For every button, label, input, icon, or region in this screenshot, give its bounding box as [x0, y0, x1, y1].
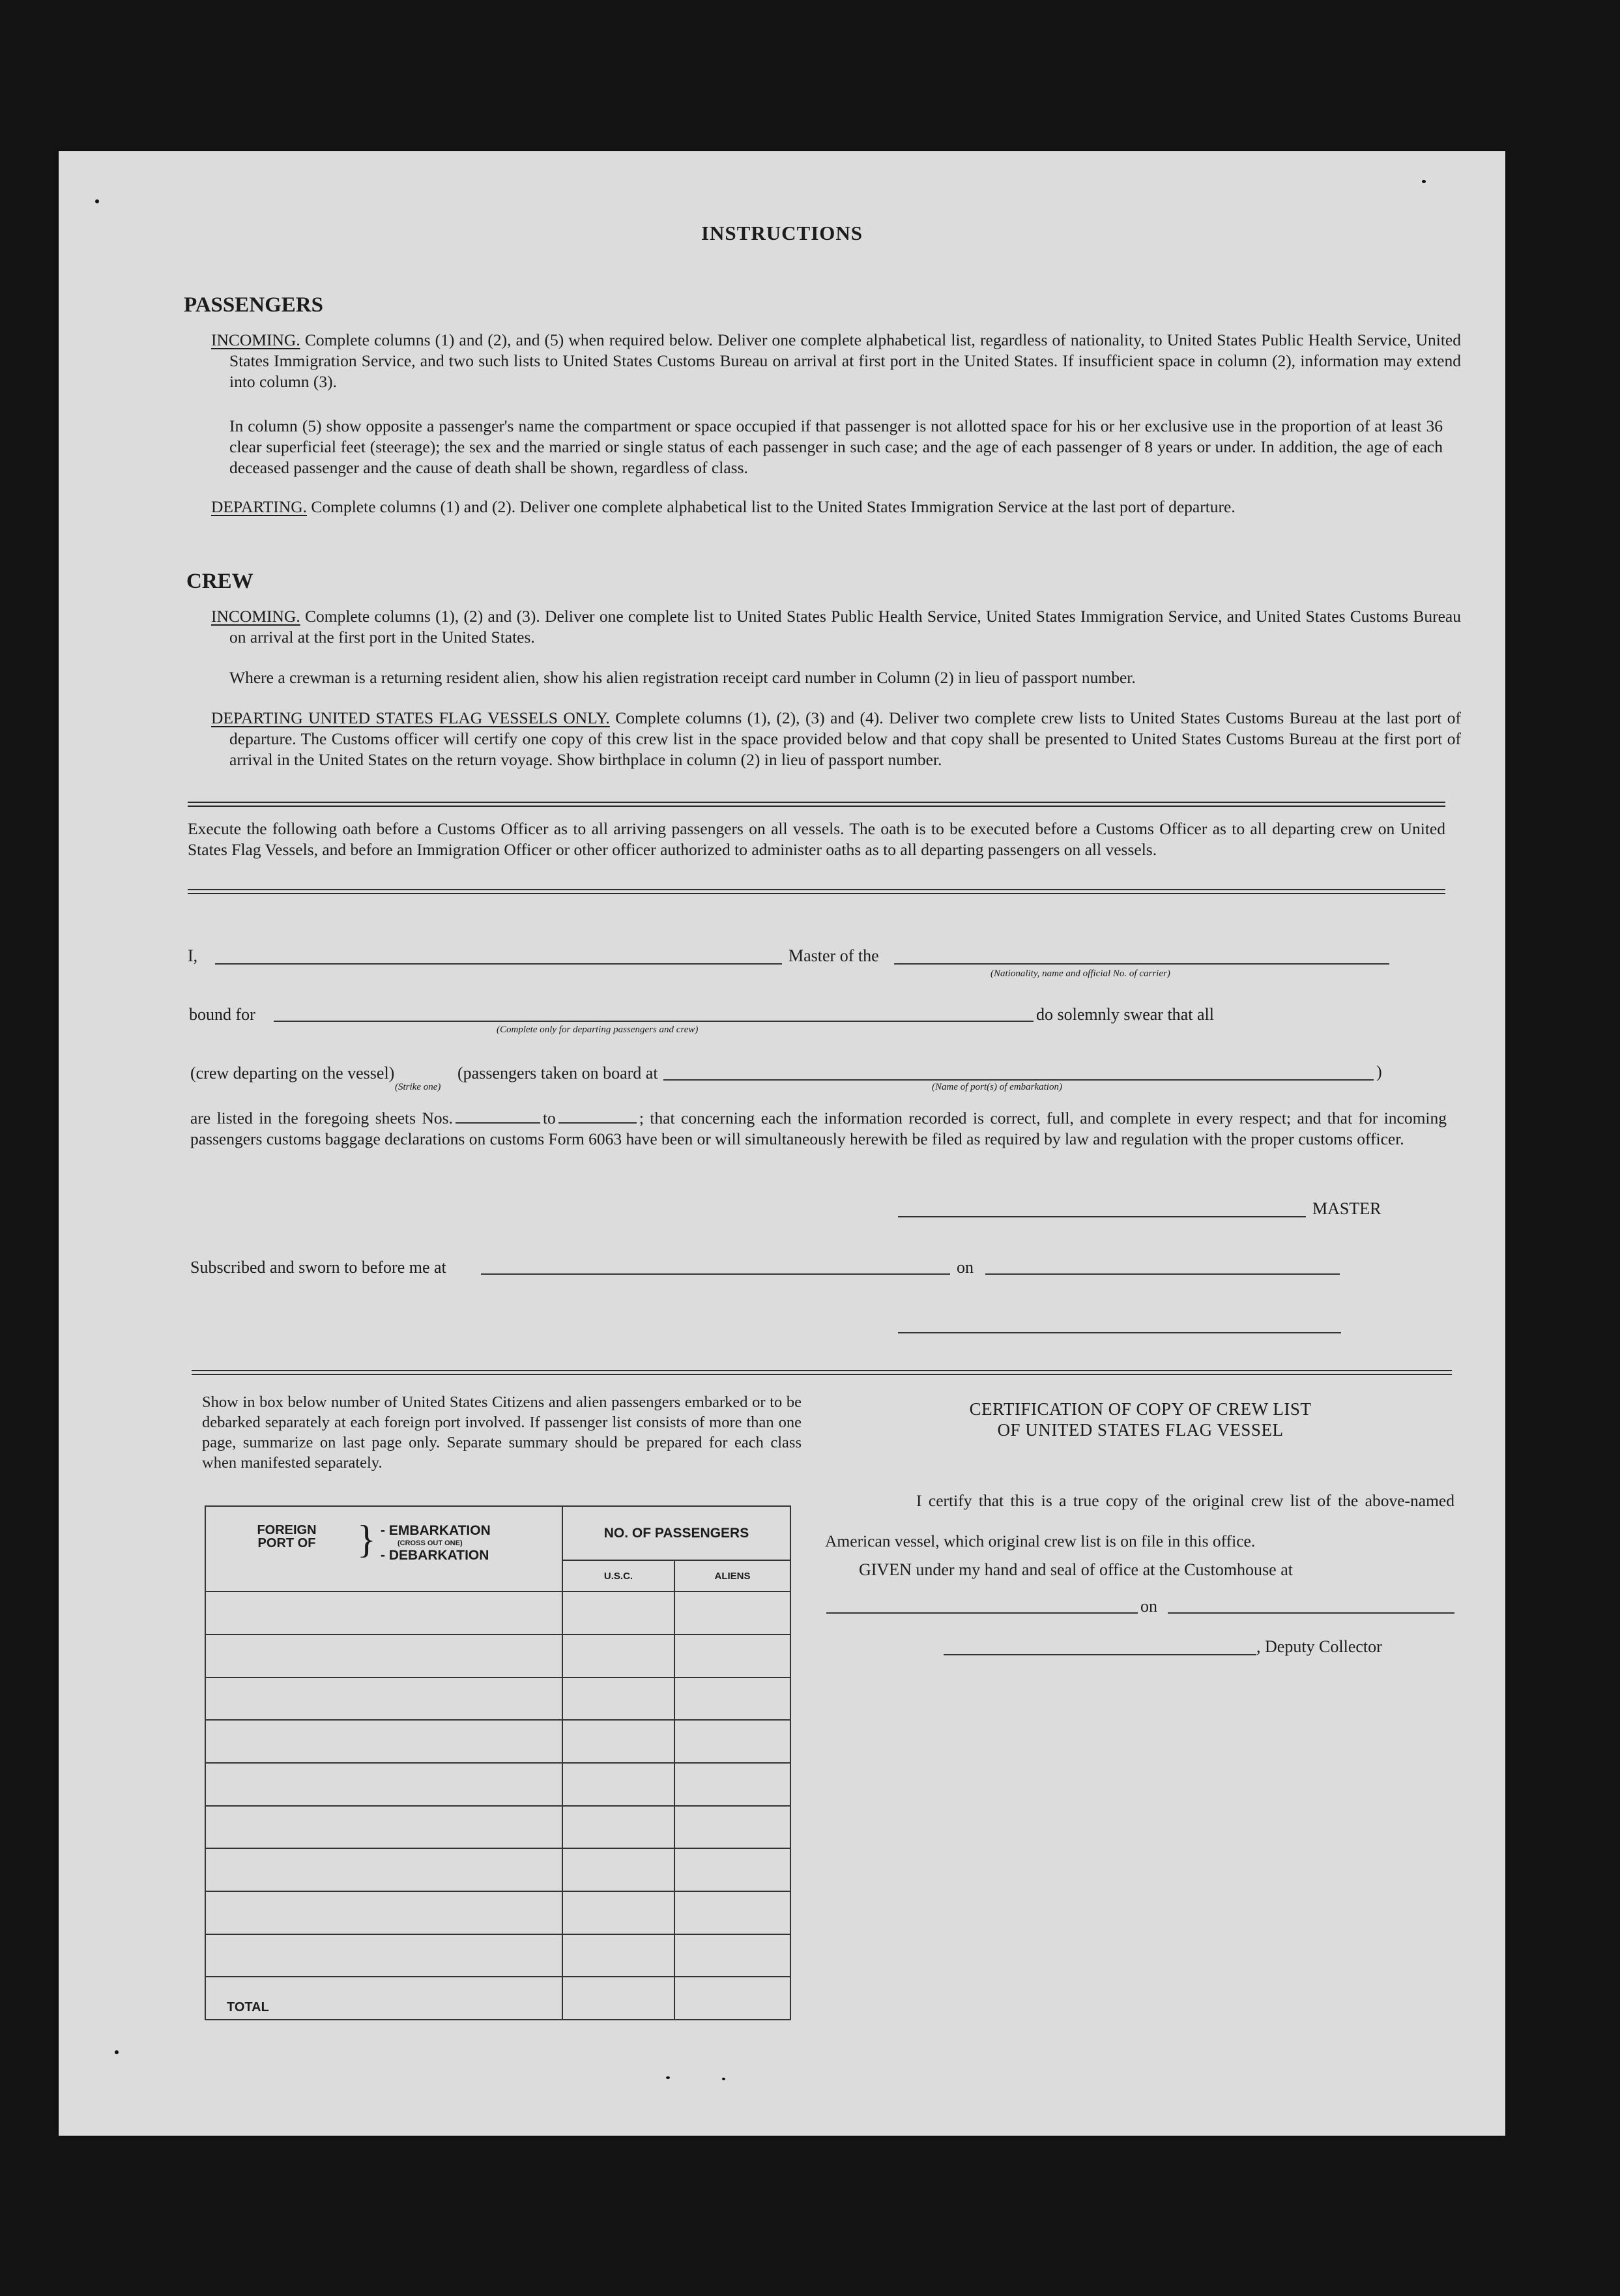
table-cell-aliens[interactable]	[674, 1635, 790, 1678]
sheet-from-field[interactable]	[456, 1122, 540, 1124]
total-usc-cell[interactable]	[562, 1977, 674, 2020]
crew-incoming-text: Complete columns (1), (2) and (3). Deliver one complete list to United States Public Health Service, United States Immigration Service, and United States Customs Bureau on arrival at the first port in the United States.	[229, 607, 1461, 647]
table-cell-aliens[interactable]	[674, 1806, 790, 1849]
deputy-collector-label: , Deputy Collector	[1256, 1637, 1382, 1656]
certification-heading-line1: CERTIFICATION OF COPY OF CREW LIST	[969, 1399, 1312, 1419]
cross-out-caption: (CROSS OUT ONE)	[398, 1539, 463, 1547]
section-divider	[188, 802, 1445, 807]
sworn-date-field[interactable]	[985, 1273, 1340, 1275]
table-cell-port[interactable]	[205, 1720, 562, 1763]
passengers-incoming-lead: INCOMING.	[211, 330, 300, 349]
to-label: to	[542, 1109, 556, 1127]
bound-for-caption: (Complete only for departing passengers and crew)	[497, 1024, 699, 1035]
table-cell-port[interactable]	[205, 1635, 562, 1678]
master-signature-label: MASTER	[1312, 1199, 1381, 1218]
usc-header: U.S.C.	[562, 1560, 674, 1591]
crew-flag-lead: DEPARTING UNITED STATES FLAG VESSELS ONLY.	[211, 708, 610, 727]
certify-paragraph: I certify that this is a true copy of the original crew list of the above-named American vessel, which original crew list is on file in this office.	[825, 1491, 1454, 1550]
embarkation-option[interactable]: - EMBARKATION	[381, 1523, 491, 1538]
given-label: GIVEN under my hand and seal of office at the Customhouse at	[859, 1560, 1293, 1579]
debarkation-option[interactable]: - DEBARKATION	[381, 1548, 489, 1563]
table-cell-port[interactable]	[205, 1848, 562, 1891]
table-cell-usc[interactable]	[562, 1720, 674, 1763]
brace-glyph: }	[357, 1518, 376, 1561]
oath-divider	[188, 889, 1445, 894]
passengers-departing-text: Complete columns (1) and (2). Deliver one complete alphabetical list to the United States Immigration Service at the last port of departure.	[307, 497, 1236, 516]
passengers-column5-paragraph: In column (5) show opposite a passenger's name the compartment or space occupied if that passenger is not allotted space for his or her exclusive use in the proportion of at least 36 clear superficial feet (steerage); the sex and the married or single status of each passenger in such case; and the age of each passenger of 8 years or under. In addition, the age of each deceased passenger and the cause of death shall be shown, regardless of class.	[229, 416, 1443, 477]
table-cell-usc[interactable]	[562, 1635, 674, 1678]
sworn-on-label: on	[957, 1258, 974, 1277]
oath-i-label: I,	[188, 946, 198, 965]
scan-speck	[666, 2076, 670, 2079]
table-cell-port[interactable]	[205, 1763, 562, 1806]
foreign-port-label: FOREIGN PORT OF	[257, 1523, 317, 1550]
close-paren: )	[1376, 1062, 1382, 1081]
table-cell-port[interactable]	[205, 1934, 562, 1977]
total-label: TOTAL	[205, 1977, 562, 2020]
sworn-place-field[interactable]	[481, 1273, 950, 1275]
crew-flag-text: Complete columns (1), (2), (3) and (4). Deliver two complete crew lists to United States Customs Bureau at the last port of departure. The Customs officer will certify one copy of this crew list in the space provided below and that copy shall be presented to United States Customs Bureau at the first port of arrival in the United States on the return voyage. Show birthplace in column (2) in lieu of passport number.	[229, 708, 1461, 769]
master-name-field[interactable]	[215, 963, 782, 965]
table-cell-port[interactable]	[205, 1591, 562, 1635]
table-cell-port[interactable]	[205, 1806, 562, 1849]
passengers-incoming-text: Complete columns (1) and (2), and (5) when required below. Deliver one complete alphabetical list, regardless of nationality, to United States Public Health Service, United States Immigration Service, and two such lists to United States Customs Bureau on arrival at first port in the United States. If insufficient space in column (2), information may extend into column (3).	[229, 330, 1461, 391]
scan-speck	[115, 2050, 119, 2054]
table-cell-port[interactable]	[205, 1891, 562, 1934]
table-cell-usc[interactable]	[562, 1934, 674, 1977]
passengers-heading: PASSENGERS	[184, 293, 323, 317]
listed-label: are listed in the foregoing sheets Nos.	[190, 1109, 453, 1127]
aliens-header: ALIENS	[674, 1560, 790, 1591]
table-cell-port[interactable]	[205, 1678, 562, 1721]
table-cell-aliens[interactable]	[674, 1720, 790, 1763]
embarkation-port-field[interactable]	[663, 1079, 1374, 1081]
port-header-cell	[205, 1506, 562, 1591]
officer-signature-field[interactable]	[898, 1332, 1341, 1333]
cert-on-label: on	[1140, 1597, 1157, 1616]
deputy-collector-signature[interactable]	[944, 1654, 1256, 1655]
passengers-departing-lead: DEPARTING.	[211, 497, 307, 516]
form-sheet	[59, 151, 1505, 2136]
certification-heading-line2: OF UNITED STATES FLAG VESSEL	[997, 1420, 1284, 1440]
crew-resident-paragraph: Where a crewman is a returning resident alien, show his alien registration receipt card number in Column (2) in lieu of passport number.	[229, 668, 1136, 687]
carrier-caption: (Nationality, name and official No. of carrier)	[991, 968, 1170, 979]
table-cell-aliens[interactable]	[674, 1934, 790, 1977]
passengers-taken-option[interactable]: (passengers taken on board at	[457, 1064, 658, 1083]
listed-sheets-paragraph	[190, 1108, 1447, 1150]
scan-speck	[722, 2078, 725, 2080]
master-signature-field[interactable]	[898, 1216, 1306, 1217]
master-of-label: Master of the	[788, 946, 879, 965]
carrier-field[interactable]	[894, 963, 1389, 965]
listed-rest: ; that concerning each the information recorded is correct, full, and complete in every respect; and that for incoming passengers customs baggage declarations on customs Form 6063 have been or will simultaneously herewith be filed as required by law and regulation with the proper customs officer.	[190, 1109, 1447, 1148]
bound-for-field[interactable]	[274, 1021, 1034, 1022]
table-cell-usc[interactable]	[562, 1591, 674, 1635]
crew-incoming-lead: INCOMING.	[211, 607, 300, 626]
crew-flag-paragraph	[211, 708, 1461, 770]
table-cell-usc[interactable]	[562, 1891, 674, 1934]
crew-heading: CREW	[186, 570, 253, 593]
table-cell-usc[interactable]	[562, 1848, 674, 1891]
scan-speck	[1422, 180, 1426, 183]
passengers-departing-paragraph	[211, 497, 1461, 517]
table-cell-aliens[interactable]	[674, 1891, 790, 1934]
lower-divider	[192, 1370, 1452, 1375]
table-cell-usc[interactable]	[562, 1678, 674, 1721]
table-cell-aliens[interactable]	[674, 1848, 790, 1891]
table-cell-usc[interactable]	[562, 1763, 674, 1806]
table-cell-aliens[interactable]	[674, 1678, 790, 1721]
table-cell-usc[interactable]	[562, 1806, 674, 1849]
table-cell-aliens[interactable]	[674, 1591, 790, 1635]
oath-instructions: Execute the following oath before a Customs Officer as to all arriving passengers on all vessels. The oath is to be executed before a Customs Officer as to all departing crew on United States Flag Vessels, and before an Immigration Officer or other officer authorized to administer oaths as to all departing passengers on all vessels.	[188, 819, 1445, 859]
no-passengers-header: NO. OF PASSENGERS	[562, 1506, 790, 1560]
crew-departing-option[interactable]: (crew departing on the vessel)	[190, 1064, 395, 1083]
passengers-incoming-paragraph	[211, 330, 1461, 392]
passenger-summary-table	[205, 1505, 791, 2020]
customhouse-field[interactable]	[826, 1612, 1138, 1614]
table-cell-aliens[interactable]	[674, 1763, 790, 1806]
swear-label: do solemnly swear that all	[1036, 1005, 1214, 1024]
bound-for-label: bound for	[189, 1005, 255, 1024]
page-title: INSTRUCTIONS	[701, 222, 863, 244]
sheet-to-field[interactable]	[558, 1122, 637, 1124]
cert-date-field[interactable]	[1168, 1612, 1454, 1614]
summary-instructions: Show in box below number of United States Citizens and alien passengers embarked or to be debarked separately at each foreign port involved. If passenger list consists of more than one page, summarize on last page only. Separate summary should be prepared for each class when manifested separately.	[202, 1393, 802, 1472]
total-aliens-cell[interactable]	[674, 1977, 790, 2020]
crew-incoming-paragraph	[211, 606, 1461, 648]
embarkation-port-caption: (Name of port(s) of embarkation)	[932, 1082, 1062, 1092]
subscribed-label: Subscribed and sworn to before me at	[190, 1258, 446, 1277]
strike-one-caption: (Strike one)	[395, 1082, 441, 1092]
scan-speck	[95, 199, 99, 203]
